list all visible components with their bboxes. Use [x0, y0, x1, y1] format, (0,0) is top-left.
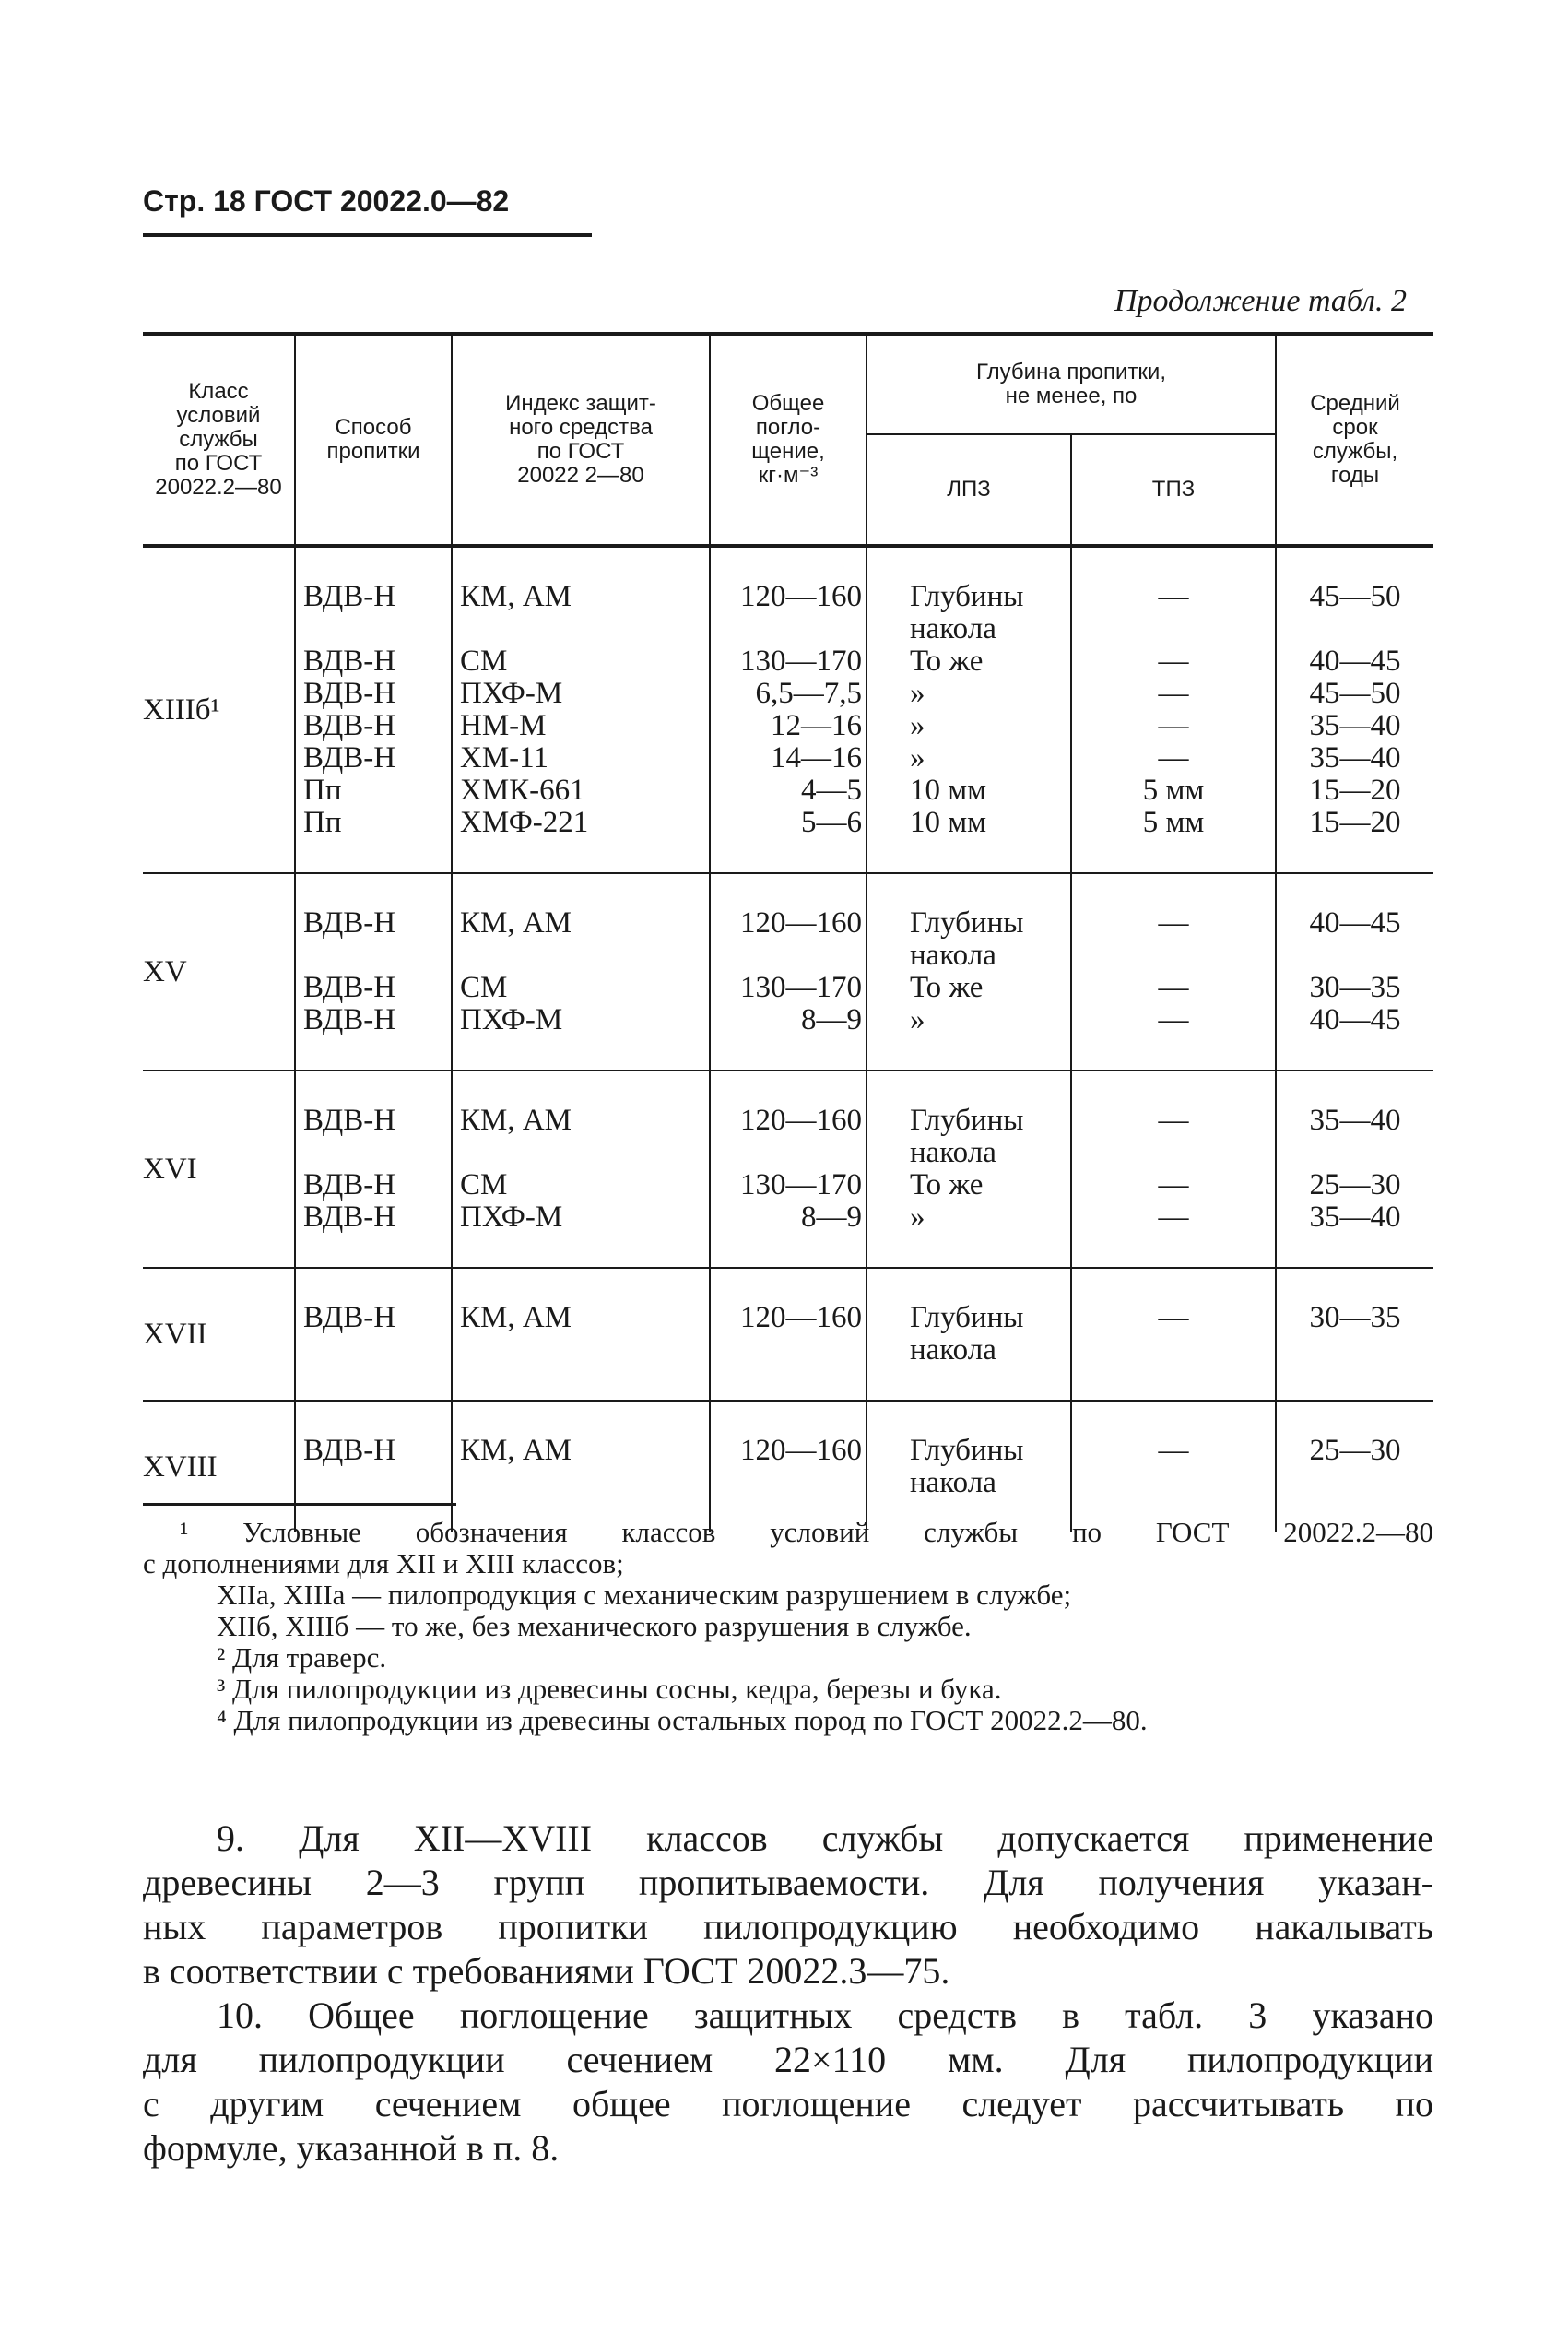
absorption-cell-line: 130—170 — [740, 971, 862, 1004]
lpz-cell-line: » — [910, 1003, 925, 1036]
lpz-cell-line: То же — [910, 645, 984, 678]
life-cell-line — [1284, 1137, 1426, 1169]
lpz-cell-line: То же — [910, 971, 984, 1004]
lpz-cell-line: Глубины — [910, 906, 1024, 940]
life-cell-line: 45—50 — [1309, 677, 1401, 710]
absorption-cell-line: 14—16 — [771, 741, 862, 775]
lpz-cell — [867, 873, 1071, 1071]
absorption-cell-line: 120—160 — [740, 906, 862, 940]
tpz-cell — [1071, 1401, 1276, 1532]
lpz-cell-line: накола — [910, 1333, 996, 1367]
class-cell: XIIIб¹ — [143, 692, 220, 727]
life-cell-line: 35—40 — [1309, 709, 1401, 742]
index-cell-line: СМ — [460, 1168, 508, 1201]
method-cell-line: ВДВ-Н — [303, 1003, 396, 1036]
paragraph-9-line-2: древесины 2—3 групп пропитываемости. Для получения указан- — [143, 1862, 1433, 1903]
footnote-1-line-1: ¹ Условные обозначения классов условий службы по ГОСТ 20022.2—80 — [180, 1516, 1433, 1548]
tpz-cell-line — [1079, 1137, 1267, 1169]
header-depth: Глубина пропитки, не менее, по — [867, 334, 1276, 434]
paragraph-9-line-4: в соответствии с требованиями ГОСТ 20022.3—75. — [143, 1950, 950, 1992]
tpz-cell-line: 5 мм — [1142, 806, 1205, 839]
absorption-cell — [710, 873, 867, 1071]
table-row — [143, 1268, 1433, 1401]
lpz-cell-line: » — [910, 741, 925, 775]
absorption-cell-line — [718, 940, 862, 972]
table-row — [143, 1071, 1433, 1268]
index-cell-line: ПХФ-М — [460, 1003, 563, 1036]
lpz-cell-line: 10 мм — [910, 774, 987, 807]
index-cell-line: ХМ-11 — [460, 741, 548, 775]
absorption-table — [143, 332, 1433, 1532]
method-cell — [295, 546, 452, 873]
life-cell-line: 15—20 — [1309, 806, 1401, 839]
lpz-cell — [867, 1268, 1071, 1401]
life-cell — [1276, 873, 1433, 1071]
index-cell-line — [460, 1137, 701, 1169]
index-cell — [452, 1401, 710, 1532]
page-header: Стр. 18 ГОСТ 20022.0—82 — [143, 184, 510, 218]
tpz-cell — [1071, 1268, 1276, 1401]
tpz-cell-line: — — [1158, 906, 1189, 940]
method-cell-line: ВДВ-Н — [303, 1168, 396, 1201]
tpz-cell-line: — — [1158, 645, 1189, 678]
table-row — [143, 1401, 1433, 1532]
header-rule — [143, 233, 592, 237]
method-cell-line: ВДВ-Н — [303, 677, 396, 710]
footnote-1-line-4: XIIб, XIIIб — то же, без механического разрушения в службе. — [217, 1610, 972, 1642]
index-cell — [452, 1268, 710, 1401]
tpz-cell-line — [1079, 940, 1267, 972]
index-cell-line — [460, 940, 701, 972]
paragraph-10-line-3: с другим сечением общее поглощение следует рассчитывать по — [143, 2083, 1433, 2124]
index-cell-line: КМ, АМ — [460, 1434, 572, 1467]
paragraph-9-line-3: ных параметров пропитки пилопродукцию необходимо накалывать — [143, 1906, 1433, 1947]
tpz-cell-line: — — [1158, 1168, 1189, 1201]
footnote-2: ² Для траверс. — [217, 1641, 387, 1674]
tpz-cell-line — [1079, 613, 1267, 645]
index-cell-line: ХМК-661 — [460, 774, 585, 807]
index-cell-line: СМ — [460, 645, 508, 678]
life-cell-line: 40—45 — [1309, 1003, 1401, 1036]
method-cell-line: ВДВ-Н — [303, 971, 396, 1004]
class-cell: XVI — [143, 1071, 295, 1268]
method-cell-line — [303, 613, 443, 645]
body-text — [143, 1816, 1433, 2171]
lpz-cell-line: накола — [910, 1136, 996, 1169]
method-cell — [295, 1268, 452, 1401]
method-cell-line: ВДВ-Н — [303, 1434, 396, 1467]
table-row — [143, 873, 1433, 1071]
tpz-cell-line: — — [1158, 709, 1189, 742]
absorption-cell-line: 5—6 — [801, 806, 862, 839]
lpz-cell-line: Глубины — [910, 1434, 1024, 1467]
header-absorption: Общее погло- щение, кг·м⁻³ — [710, 334, 867, 546]
absorption-cell-line: 120—160 — [740, 1104, 862, 1137]
absorption-cell — [710, 546, 867, 873]
header-index: Индекс защит- ного средства по ГОСТ 20022 2—80 — [452, 334, 710, 546]
absorption-cell-line: 4—5 — [801, 774, 862, 807]
lpz-cell-line: » — [910, 1201, 925, 1234]
absorption-cell-line: 120—160 — [740, 580, 862, 613]
index-cell-line: ХМФ-221 — [460, 806, 589, 839]
table-end-rule — [143, 1503, 456, 1506]
life-cell — [1276, 1268, 1433, 1401]
life-cell-line: 45—50 — [1309, 580, 1401, 613]
method-cell-line: ВДВ-Н — [303, 741, 396, 775]
table-caption: Продолжение табл. 2 — [1114, 284, 1407, 318]
index-cell-line: КМ, АМ — [460, 1104, 572, 1137]
tpz-cell — [1071, 546, 1276, 873]
paragraph-10-line-1: 10. Общее поглощение защитных средств в табл. 3 указано — [217, 1994, 1433, 2036]
lpz-cell-line: накола — [910, 939, 996, 972]
method-cell-line: ВДВ-Н — [303, 645, 396, 678]
method-cell — [295, 1071, 452, 1268]
absorption-cell-line: 8—9 — [801, 1003, 862, 1036]
method-cell-line: ВДВ-Н — [303, 1104, 396, 1137]
life-cell-line: 30—35 — [1309, 971, 1401, 1004]
life-cell-line — [1284, 940, 1426, 972]
absorption-cell-line: 130—170 — [740, 645, 862, 678]
index-cell-line: НМ-М — [460, 709, 547, 742]
absorption-cell-line: 8—9 — [801, 1201, 862, 1234]
method-cell-line — [303, 1137, 443, 1169]
absorption-cell — [710, 1268, 867, 1401]
paragraph-9-line-1: 9. Для XII—XVIII классов службы допускается применение — [217, 1817, 1433, 1859]
lpz-cell — [867, 1071, 1071, 1268]
footnotes — [143, 1517, 1433, 1736]
life-cell — [1276, 1401, 1433, 1532]
method-cell-line: ВДВ-Н — [303, 1201, 396, 1234]
life-cell-line: 40—45 — [1309, 645, 1401, 678]
method-cell-line: Пп — [303, 806, 342, 839]
tpz-cell-line: — — [1158, 1003, 1189, 1036]
absorption-cell-line — [718, 613, 862, 645]
lpz-cell — [867, 1401, 1071, 1532]
index-cell-line: КМ, АМ — [460, 1301, 572, 1334]
lpz-cell-line: Глубины — [910, 1301, 1024, 1334]
lpz-cell-line: » — [910, 677, 925, 710]
index-cell-line: ПХФ-М — [460, 1201, 563, 1234]
class-cell: XVII — [143, 1268, 295, 1401]
life-cell-line: 35—40 — [1309, 1201, 1401, 1234]
method-cell — [295, 873, 452, 1071]
footnote-3: ³ Для пилопродукции из древесины сосны, кедра, березы и бука. — [217, 1673, 1002, 1705]
life-cell — [1276, 546, 1433, 873]
tpz-cell-line: — — [1158, 1434, 1189, 1467]
tpz-cell-line: — — [1158, 1104, 1189, 1137]
paragraph-10-line-2: для пилопродукции сечением 22×110 мм. Для пилопродукции — [143, 2039, 1433, 2080]
lpz-cell-line: 10 мм — [910, 806, 987, 839]
method-cell-line: ВДВ-Н — [303, 906, 396, 940]
tpz-cell — [1071, 1071, 1276, 1268]
footnote-1-line-3: XIIа, XIIIа — пилопродукция с механическим разрушением в службе; — [217, 1579, 1072, 1611]
header-lpz: ЛПЗ — [867, 434, 1071, 546]
lpz-cell-line: То же — [910, 1168, 984, 1201]
tpz-cell-line: 5 мм — [1142, 774, 1205, 807]
method-cell-line: Пп — [303, 774, 342, 807]
method-cell — [295, 1401, 452, 1532]
life-cell — [1276, 1071, 1433, 1268]
tpz-cell-line: — — [1158, 971, 1189, 1004]
tpz-cell-line: — — [1158, 741, 1189, 775]
method-cell-line: ВДВ-Н — [303, 1301, 396, 1334]
header-tpz: ТПЗ — [1071, 434, 1276, 546]
lpz-cell-line: » — [910, 709, 925, 742]
index-cell — [452, 873, 710, 1071]
tpz-cell-line: — — [1158, 677, 1189, 710]
absorption-cell-line: 6,5—7,5 — [755, 677, 862, 710]
header-life: Средний срок службы, годы — [1276, 334, 1433, 546]
lpz-cell — [867, 546, 1071, 873]
footnote-1-line-2: с дополнениями для XII и XIII классов; — [143, 1547, 624, 1580]
absorption-cell — [710, 1401, 867, 1532]
absorption-cell-line: 120—160 — [740, 1434, 862, 1467]
method-cell-line: ВДВ-Н — [303, 580, 396, 613]
tpz-cell-line: — — [1158, 1301, 1189, 1334]
life-cell-line: 15—20 — [1309, 774, 1401, 807]
life-cell-line: 25—30 — [1309, 1434, 1401, 1467]
absorption-cell-line: 12—16 — [771, 709, 862, 742]
index-cell — [452, 1071, 710, 1268]
life-cell-line: 25—30 — [1309, 1168, 1401, 1201]
life-cell-line: 40—45 — [1309, 906, 1401, 940]
life-cell-line: 35—40 — [1309, 741, 1401, 775]
life-cell-line: 30—35 — [1309, 1301, 1401, 1334]
index-cell-line: КМ, АМ — [460, 906, 572, 940]
class-cell: XVIII — [143, 1401, 295, 1532]
lpz-cell-line: накола — [910, 612, 996, 645]
header-method: Способ пропитки — [295, 334, 452, 546]
tpz-cell — [1071, 873, 1276, 1071]
paragraph-10-line-4: формуле, указанной в п. 8. — [143, 2127, 560, 2169]
lpz-cell-line: Глубины — [910, 1104, 1024, 1137]
tpz-cell-line: — — [1158, 580, 1189, 613]
absorption-cell-line: 120—160 — [740, 1301, 862, 1334]
absorption-cell — [710, 1071, 867, 1268]
life-cell-line: 35—40 — [1309, 1104, 1401, 1137]
method-cell-line: ВДВ-Н — [303, 709, 396, 742]
index-cell-line: ПХФ-М — [460, 677, 563, 710]
tpz-cell-line: — — [1158, 1201, 1189, 1234]
header-class: Класс условий службы по ГОСТ 20022.2—80 — [143, 334, 295, 546]
absorption-cell-line — [718, 1137, 862, 1169]
footnote-4: ⁴ Для пилопродукции из древесины остальных пород по ГОСТ 20022.2—80. — [217, 1704, 1148, 1736]
lpz-cell-line: накола — [910, 1466, 996, 1499]
lpz-cell-line: Глубины — [910, 580, 1024, 613]
class-cell: XV — [143, 873, 295, 1071]
life-cell-line — [1284, 613, 1426, 645]
table-row — [143, 546, 1433, 873]
index-cell-line: СМ — [460, 971, 508, 1004]
index-cell-line: КМ, АМ — [460, 580, 572, 613]
index-cell — [452, 546, 710, 873]
method-cell-line — [303, 940, 443, 972]
absorption-cell-line: 130—170 — [740, 1168, 862, 1201]
index-cell-line — [460, 613, 701, 645]
